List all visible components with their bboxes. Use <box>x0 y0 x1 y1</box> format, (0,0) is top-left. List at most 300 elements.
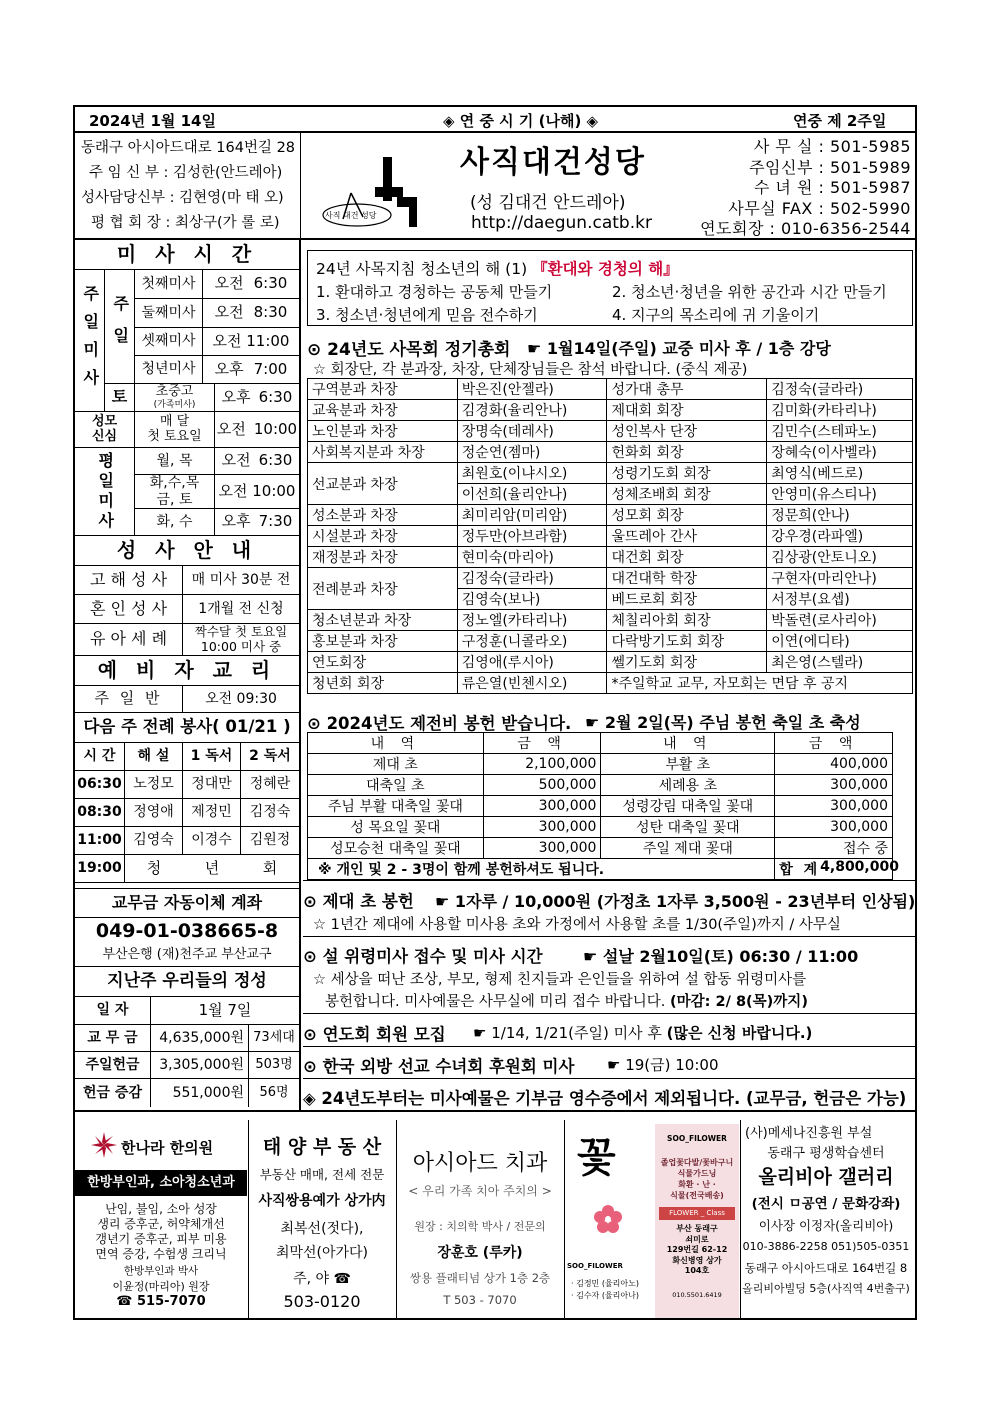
officer-cell: 서정부(요셉) <box>767 589 913 610</box>
contact-fax: 사무실 FAX : 502-5990 <box>728 198 911 218</box>
clinic-service-3: 갱년기 증후군, 피부 미용 <box>95 1232 227 1246</box>
mass-4-time <box>203 356 299 384</box>
parish-patron: (성 김대건 안드레아) <box>470 193 626 213</box>
notice-altar-candle-title: ⊙ 제대 초 봉헌 <box>303 892 414 911</box>
candle-header-cell: 내 역 <box>601 733 775 754</box>
parish-address: 동래구 아시아드대로 164번길 28 <box>81 140 296 156</box>
ad-realty <box>249 1120 397 1320</box>
candle-amount: 300,000 <box>775 796 893 817</box>
officer-cell: 김경화(율리안나) <box>457 400 607 421</box>
officer-cell: 장명숙(데레사) <box>457 421 607 442</box>
marriage-time: 1개월 전 신청 <box>183 595 299 624</box>
policy-item-2: 2. 청소년‧청년을 위한 공간과 시간 만들기 <box>612 283 887 301</box>
officer-cell: 전례분과 차장 <box>308 568 458 610</box>
officer-cell: 김영숙(보나) <box>457 589 607 610</box>
officer-row <box>308 610 913 631</box>
officer-cell: 베드로회 회장 <box>607 589 767 610</box>
pastor-name: 주 임 신 부 : 김성한(안드레아) <box>89 165 283 181</box>
contact-pastor: 주임신부 : 501-5989 <box>749 157 911 177</box>
marian-clock: 10:00 <box>253 419 298 438</box>
candle-item: 세례용 초 <box>601 775 775 796</box>
candle-row <box>308 775 893 796</box>
nw-header-reading2: 2 독서 <box>241 743 299 771</box>
marian-day-1: 매 달 <box>159 413 190 429</box>
officer-cell: 헌화회 회장 <box>607 442 767 463</box>
offering-row2-count: 503명 <box>249 1052 299 1079</box>
officer-cell: 홍보분과 차장 <box>308 631 458 652</box>
liturgical-week: 연중 제 2주일 <box>793 112 887 130</box>
officer-cell: 김민수(스테파노) <box>767 421 913 442</box>
candle-item: 주님 부활 대축일 꽃대 <box>308 796 484 817</box>
marian-ampm: 오전 <box>216 419 246 438</box>
clinic-phone: ☎ 515-7070 <box>116 1294 206 1309</box>
weekday-1-time <box>215 448 299 475</box>
ad-dental <box>397 1120 565 1320</box>
notice-yeondo-title: ⊙ 연도회 회원 모집 <box>303 1025 446 1044</box>
candle-note: ※ 개인 및 2 - 3명이 함께 봉헌하셔도 됩니다. <box>308 859 775 880</box>
realty-line1: 부동산 매매, 전세 전문 <box>259 1167 385 1182</box>
marian-label-2: 신심 <box>91 428 118 444</box>
baptism-time <box>183 624 299 656</box>
officer-cell: 선교분과 차장 <box>308 463 458 505</box>
candle-total-value: 4,800,000 <box>820 859 899 875</box>
candle-item: 대축일 초 <box>308 775 484 796</box>
nw-row2-time: 08:30 <box>75 799 125 827</box>
clinic-service-1: 난임, 불임, 소아 성장 <box>105 1202 217 1216</box>
officer-cell: 성령기도회 회장 <box>607 463 767 484</box>
notice-divider-3 <box>303 1046 915 1047</box>
flower-addr-5: 104호 <box>684 1266 710 1275</box>
weekday-mass-label: 평일미사 <box>75 448 135 536</box>
officer-row <box>308 673 913 694</box>
gallery-name: 올리비아 갤러리 <box>758 1166 894 1188</box>
contact-yeondo: 연도회장 : 010-6356-2544 <box>700 219 911 238</box>
next-week-title: 다음 주 전례 봉사( 01/21 ) <box>75 713 299 743</box>
officer-cell: 청소년분과 차장 <box>308 610 458 631</box>
candle-total <box>775 859 899 880</box>
realty-phone: 503-0120 <box>283 1292 361 1311</box>
nw-youth-3: 회 <box>262 858 278 877</box>
general-meeting-note: ☆ 회장단, 각 분과장, 차장, 단체장님들은 참석 바랍니다. (중식 제공) <box>313 362 748 378</box>
offering-row3-count: 56명 <box>259 1084 289 1100</box>
gallery-director: 이사장 이정자(올리비아) <box>758 1218 894 1233</box>
sat-mass-grade: 초중고 <box>155 384 194 399</box>
assistant-name: 성사담당신부 : 김현영(마 태 오) <box>81 190 284 206</box>
officer-cell: 강우경(라파엘) <box>767 526 913 547</box>
marian-devotion-time <box>215 412 299 448</box>
candle-amount: 접수 중 <box>775 838 893 859</box>
officer-cell: 대건회 회장 <box>607 547 767 568</box>
officer-row <box>308 421 913 442</box>
flower-item-1: 졸업꽃다발/꽃바구니 <box>660 1158 734 1167</box>
saturday-label: 토 <box>105 384 135 412</box>
flower-addr-1: 부산 동래구 <box>676 1224 718 1233</box>
nw-youth-1: 청 <box>146 858 162 877</box>
officer-cell: 박돌련(로사리아) <box>767 610 913 631</box>
offering-header-value: 1월 7일 <box>151 997 299 1025</box>
transfer-account-number: 049-01-038665-8 <box>95 920 279 943</box>
offering-header-date: 일 자 <box>75 997 151 1025</box>
sat-mass-family: (가족미사) <box>153 399 196 410</box>
sunday-label: 주일 <box>105 270 135 384</box>
officer-cell: 쎌기도회 회장 <box>607 652 767 673</box>
candle-amount: 300,000 <box>775 817 893 838</box>
offering-row1-label: 교 무 금 <box>75 1025 151 1052</box>
officer-cell: 이연(에디타) <box>767 631 913 652</box>
catechism-class-label: 주 일 반 <box>75 686 183 713</box>
officers-table <box>307 378 913 694</box>
realty-name: 태 양 부 동 산 <box>262 1136 382 1158</box>
ad-flower <box>565 1120 741 1320</box>
notice-mission-detail: ☛ 19(금) 10:00 <box>607 1056 719 1074</box>
weekday-1-clock: 6:30 <box>258 451 293 470</box>
nw-header-time: 시 간 <box>75 743 125 771</box>
nw-row1-time: 06:30 <box>75 771 125 799</box>
officer-row <box>308 463 913 484</box>
mass-1-time <box>203 270 299 299</box>
officer-cell: 노인분과 차장 <box>308 421 458 442</box>
candle-amount: 300,000 <box>483 838 601 859</box>
flower-addr-2: 쇠미로 <box>685 1234 709 1244</box>
notice-yeondo-detail-text: ☛ 1/14, 1/21(주일) 미사 후 <box>473 1024 662 1042</box>
marian-day-2: 첫 토요일 <box>147 428 202 444</box>
sacrament-title: 성 사 안 내 <box>75 536 299 566</box>
nw-youth-time: 19:00 <box>75 855 125 883</box>
candle-item: 성령강림 대축일 꽃대 <box>601 796 775 817</box>
catechism-time: 오전 09:30 <box>183 686 299 713</box>
nw-row2-reading2: 김정숙 <box>241 799 299 827</box>
officer-cell: 정문희(안나) <box>767 505 913 526</box>
mass-2-name: 둘째미사 <box>135 299 203 328</box>
notice-memorial-title: ⊙ 설 위령미사 접수 및 미사 시간 <box>303 947 543 966</box>
candle-amount: 300,000 <box>483 817 601 838</box>
officer-cell: 성소분과 차장 <box>308 505 458 526</box>
officer-cell: 박은진(안젤라) <box>457 379 607 400</box>
candle-row <box>308 817 893 838</box>
sat-mass-name <box>135 384 215 412</box>
notice-memorial-deadline: (마감: 2/ 8(목)까지) <box>670 994 808 1010</box>
council-president: 평 협 회 장 : 최상구(가 롤 로) <box>91 215 280 231</box>
notice-yeondo-request: (많은 신청 바랍니다.) <box>666 1024 813 1042</box>
candle-item: 성 목요일 꽃대 <box>308 817 484 838</box>
nw-header-reading1: 1 독서 <box>183 743 241 771</box>
mass-1-clock: 6:30 <box>253 274 288 293</box>
clinic-doctor-title: 한방부인과 박사 <box>123 1265 199 1277</box>
notice-yeondo-detail <box>473 1022 812 1043</box>
dental-name: 아시아드 치과 <box>412 1151 548 1176</box>
nw-row3-reading2: 김원정 <box>241 827 299 855</box>
weekday-3-clock: 7:30 <box>258 512 293 531</box>
confession-label: 고 해 성 사 <box>75 566 183 595</box>
offering-row1-amount: 4,635,000원 <box>151 1025 249 1052</box>
clinic-doctor-name: 이윤정(마리아) 원장 <box>112 1280 210 1293</box>
officer-cell: 최원호(이냐시오) <box>457 463 607 484</box>
candle-amount: 300,000 <box>483 796 601 817</box>
candle-total-row <box>308 859 893 880</box>
candle-item: 성모승천 대축일 꽃대 <box>308 838 484 859</box>
officer-row <box>308 442 913 463</box>
marriage-label: 혼 인 성 사 <box>75 595 183 624</box>
officer-cell: 성인복사 단장 <box>607 421 767 442</box>
officer-cell: 김정숙(글라라) <box>457 568 607 589</box>
officer-row <box>308 547 913 568</box>
contact-list <box>695 137 911 240</box>
dental-address: 쌍용 플래티넘 상가 1층 2층 <box>409 1271 551 1285</box>
gallery-type: (전시 ㅁ공연 / 문화강좌) <box>751 1196 901 1212</box>
weekday-2-time: 오전 10:00 <box>215 475 299 509</box>
gallery-org1: (사)메세나진흥원 부설 <box>745 1126 873 1141</box>
officer-cell: 사회복지분과 차장 <box>308 442 458 463</box>
mass-1-ampm: 오전 <box>214 274 244 293</box>
officer-cell: *주일학교 교무, 자모회는 면담 후 공지 <box>607 673 913 694</box>
parish-logo-icon <box>305 143 425 235</box>
flower-item-3: 화환 · 난 · <box>678 1180 716 1189</box>
clinic-name: 한나라 한의원 <box>121 1139 214 1157</box>
notice-divider-4 <box>303 1078 915 1079</box>
flower-phone: 010.5501.6419 <box>672 1290 722 1299</box>
right-column <box>303 240 915 1110</box>
officer-cell: 최영식(베드로) <box>767 463 913 484</box>
officer-cell: 이선희(율리안나) <box>457 484 607 505</box>
officer-row <box>308 568 913 589</box>
mass-3-name: 셋째미사 <box>135 328 203 356</box>
parish-logo <box>305 143 425 235</box>
gallery-addr1: 동래구 아시아드대로 164번길 8 <box>744 1261 908 1275</box>
flower-card <box>655 1124 739 1318</box>
officer-cell: 최은영(스텔라) <box>767 652 913 673</box>
notice-stipend-policy: ◈ 24년도부터는 미사예물은 기부금 영수증에서 제외됩니다. (교무금, 헌금은 가능) <box>303 1089 907 1108</box>
policy-title: 24년 사목지침 청소년의 해 (1) <box>316 260 528 278</box>
officer-cell: 구현자(마리안나) <box>767 568 913 589</box>
officer-cell: 제대회 회장 <box>607 400 767 421</box>
flower-class: FLOWER _ Class <box>659 1207 735 1220</box>
candle-header-cell: 금 액 <box>483 733 601 754</box>
candle-header-row <box>308 733 893 754</box>
baptism-time-2: 10:00 미사 중 <box>200 638 282 654</box>
marian-devotion-label <box>75 412 135 448</box>
gallery-org2: 동래구 평생학습센터 <box>767 1146 885 1161</box>
officer-cell: 다락방기도회 회장 <box>607 631 767 652</box>
confession-time: 매 미사 30분 전 <box>183 566 299 595</box>
policy-item-3: 3. 청소년‧청년에게 믿음 전수하기 <box>316 306 538 324</box>
clinic-service-2: 생리 증후군, 허약체개선 <box>97 1217 225 1231</box>
flower-addr-3: 129번길 62-12 <box>666 1245 728 1254</box>
officer-cell: 정순연(젬마) <box>457 442 607 463</box>
notice-mission-title: ⊙ 한국 외방 선교 수녀회 후원회 미사 <box>303 1057 575 1076</box>
flower-brand: SOO_FILOWER <box>667 1134 727 1143</box>
officer-cell: 재정분과 차장 <box>308 547 458 568</box>
candle-amount: 300,000 <box>775 775 893 796</box>
candle-item: 주일 제대 꽃대 <box>601 838 775 859</box>
ads-divider <box>75 1110 915 1112</box>
officer-cell: 대건대학 학장 <box>607 568 767 589</box>
officer-cell: 교육분과 차장 <box>308 400 458 421</box>
candle-row <box>308 754 893 775</box>
mass-4-ampm: 오후 <box>214 359 244 378</box>
officer-row <box>308 526 913 547</box>
offering-title: 지난주 우리들의 정성 <box>75 967 299 997</box>
gallery-addr2: 올리비아빌딩 5층(사직역 4번출구) <box>742 1282 910 1295</box>
officer-cell: 울뜨레아 간사 <box>607 526 767 547</box>
officer-cell: 체칠리아회 회장 <box>607 610 767 631</box>
candle-offering-table <box>307 732 899 880</box>
candle-amount: 400,000 <box>775 754 893 775</box>
transfer-title: 교무금 자동이체 계좌 <box>75 888 299 918</box>
contact-office: 사 무 실 : 501-5985 <box>753 137 911 156</box>
liturgical-season: ◈ 연 중 시 기 (나해) ◈ <box>443 112 599 130</box>
realty-line2: 사직쌍용예가 상가内 <box>258 1193 386 1209</box>
weekday-2-days-1: 화,수,목 <box>149 475 200 492</box>
nw-row1-reading1: 정대만 <box>183 771 241 799</box>
mass-1-name: 첫째미사 <box>135 270 203 299</box>
officer-cell: 연도회장 <box>308 652 458 673</box>
officer-cell: 성가대 총무 <box>607 379 767 400</box>
officer-cell: 성모회 회장 <box>607 505 767 526</box>
ad-gallery <box>741 1120 915 1320</box>
dental-slogan: < 우리 가족 치아 주치의 > <box>408 1184 552 1198</box>
dental-title: 원장 : 치의학 박사 / 전문의 <box>414 1220 546 1233</box>
nw-header-commentary: 해 설 <box>125 743 183 771</box>
candle-item: 제대 초 <box>308 754 484 775</box>
ad-clinic <box>75 1120 249 1320</box>
bulletin-date: 2024년 1월 14일 <box>89 112 216 130</box>
mass-3-time: 오전 11:00 <box>203 328 299 356</box>
policy-item-4: 4. 지구의 목소리에 귀 기울이기 <box>612 306 820 324</box>
flower-big-char: 꽃 <box>577 1135 616 1181</box>
weekday-2-days-2: 금, 토 <box>156 491 193 508</box>
baptism-label: 유 아 세 례 <box>75 624 183 656</box>
flower-brand-secondary: SOO_FILOWER <box>567 1262 623 1270</box>
offering-row1-count: 73세대 <box>249 1025 299 1052</box>
officer-cell: 장혜숙(이사벨라) <box>767 442 913 463</box>
marian-devotion-day <box>135 412 215 448</box>
notice-memorial-sub2 <box>325 990 808 1011</box>
officer-cell: 정두만(아브라함) <box>457 526 607 547</box>
candle-total-label: 합 계 <box>779 862 821 878</box>
header-bar <box>75 107 915 133</box>
officer-cell: 김영애(루시아) <box>457 652 607 673</box>
flower-address <box>655 1224 739 1277</box>
candle-amount: 2,100,000 <box>483 754 601 775</box>
candle-item: 부활 초 <box>601 754 775 775</box>
notice-divider-1 <box>303 936 915 937</box>
sunday-mass-label: 주일미사 <box>75 270 105 412</box>
officer-cell: 현미숙(마리아) <box>457 547 607 568</box>
notice-memorial-sub: ☆ 세상을 떠난 조상, 부모, 형제 친지들과 은인들을 위하여 설 합동 위령미사를 <box>313 972 807 988</box>
flower-item-4: 식물(전국배송) <box>670 1191 724 1200</box>
candle-header-cell: 내 역 <box>308 733 484 754</box>
flower-blossom-icon <box>593 1204 623 1238</box>
realty-line5: 주, 야 ☎ <box>293 1271 351 1287</box>
officer-cell: 시설분과 차장 <box>308 526 458 547</box>
officer-cell: 구역분과 차장 <box>308 379 458 400</box>
officer-cell: 류은열(빈첸시오) <box>457 673 607 694</box>
mass-2-ampm: 오전 <box>214 303 244 322</box>
officer-cell: 김상광(안토니오) <box>767 547 913 568</box>
parish-website-link[interactable]: http://daegun.catb.kr <box>471 213 652 233</box>
policy-title-line <box>316 257 679 279</box>
marian-label-1: 성모 <box>91 413 118 429</box>
transfer-bank: 부산은행 (재)천주교 부산교구 <box>75 945 299 967</box>
officer-row <box>308 505 913 526</box>
nw-row2-commentary: 정영애 <box>125 799 183 827</box>
bulletin-frame <box>73 105 917 1320</box>
parish-info <box>75 133 915 240</box>
gallery-phone: 010-3886-2258 051)505-0351 <box>742 1240 910 1253</box>
baptism-time-1: 짝수달 첫 토요일 <box>194 624 288 640</box>
parish-staff <box>75 133 301 240</box>
nw-row1-commentary: 노정모 <box>125 771 183 799</box>
clinic-service-4: 면역 증강, 수험생 크리닉 <box>95 1247 227 1261</box>
candle-header-cell: 금 액 <box>775 733 893 754</box>
logo-caption: 사직 대건 성당 <box>325 211 377 220</box>
officer-row <box>308 400 913 421</box>
flower-owners <box>571 1278 639 1302</box>
catechism-title: 예 비 자 교 리 <box>75 656 299 686</box>
clinic-services <box>75 1202 247 1309</box>
sat-mass-time <box>215 384 299 412</box>
nw-row3-time: 11:00 <box>75 827 125 855</box>
officer-cell: 김정숙(글라라) <box>767 379 913 400</box>
officer-cell: 구정훈(니콜라오) <box>457 631 607 652</box>
nw-row2-reading1: 제정민 <box>183 799 241 827</box>
weekday-1-ampm: 오전 <box>221 451 251 470</box>
realty-line4: 최막선(아가다) <box>275 1245 369 1261</box>
general-meeting-detail: ☛ 1월14일(주일) 교중 미사 후 / 1층 강당 <box>527 339 831 358</box>
mass-2-clock: 8:30 <box>253 303 288 322</box>
nw-row1-reading2: 정혜란 <box>241 771 299 799</box>
notice-divider-2 <box>303 1013 915 1014</box>
mass-4-clock: 7:00 <box>253 359 288 378</box>
mass-4-name: 청년미사 <box>135 356 203 384</box>
mass-2-time <box>203 299 299 328</box>
realty-line3: 최복선(젓다), <box>280 1221 364 1237</box>
weekday-3-time <box>215 509 299 536</box>
notice-memorial-sub2-text: 봉헌합니다. 미사예물은 사무실에 미리 접수 바랍니다. <box>325 994 666 1010</box>
nw-youth-2: 년 <box>204 858 220 877</box>
offering-row3-amount: 551,000원 <box>151 1079 249 1107</box>
flower-owner-1: · 김정민 (율리아노) <box>571 1279 639 1288</box>
officer-cell: 청년회 회장 <box>308 673 458 694</box>
policy-subtitle: 『환대와 경청의 해』 <box>532 260 679 278</box>
candle-row <box>308 838 893 859</box>
weekday-2-days <box>135 475 215 509</box>
sat-mass-clock: 6:30 <box>258 387 293 406</box>
pastoral-policy-box <box>307 250 913 326</box>
flower-owner-2: · 김수자 (율리아나) <box>571 1291 639 1300</box>
candle-offering-detail: ☛ 2월 2일(목) 주님 봉헌 축일 초 축성 <box>585 713 861 732</box>
flower-items <box>655 1157 739 1201</box>
officer-cell: 김미화(카타리나) <box>767 400 913 421</box>
nw-row3-commentary: 김영숙 <box>125 827 183 855</box>
officer-row <box>308 652 913 673</box>
weekday-3-days: 화, 수 <box>135 509 215 536</box>
officer-cell: 정노엘(카타리나) <box>457 610 607 631</box>
candle-amount: 500,000 <box>483 775 601 796</box>
mass-times-title: 미 사 시 간 <box>75 240 299 270</box>
nw-row3-reading1: 이경수 <box>183 827 241 855</box>
offering-row2-amount: 3,305,000원 <box>151 1052 249 1079</box>
officer-cell: 안영미(유스티나) <box>767 484 913 505</box>
notices-divider <box>303 880 915 881</box>
notice-memorial-detail: ☛ 설날 2월10일(토) 06:30 / 11:00 <box>583 947 859 966</box>
officer-row <box>308 379 913 400</box>
nw-youth-group <box>125 855 299 883</box>
policy-item-1: 1. 환대하고 경청하는 공동체 만들기 <box>316 283 553 301</box>
weekday-3-ampm: 오후 <box>221 512 251 531</box>
notice-altar-candle-detail: ☛ 1자루 / 10,000원 (가정초 1자루 3,500원 - 23년부터 인상됨) <box>435 892 916 911</box>
officer-row <box>308 631 913 652</box>
